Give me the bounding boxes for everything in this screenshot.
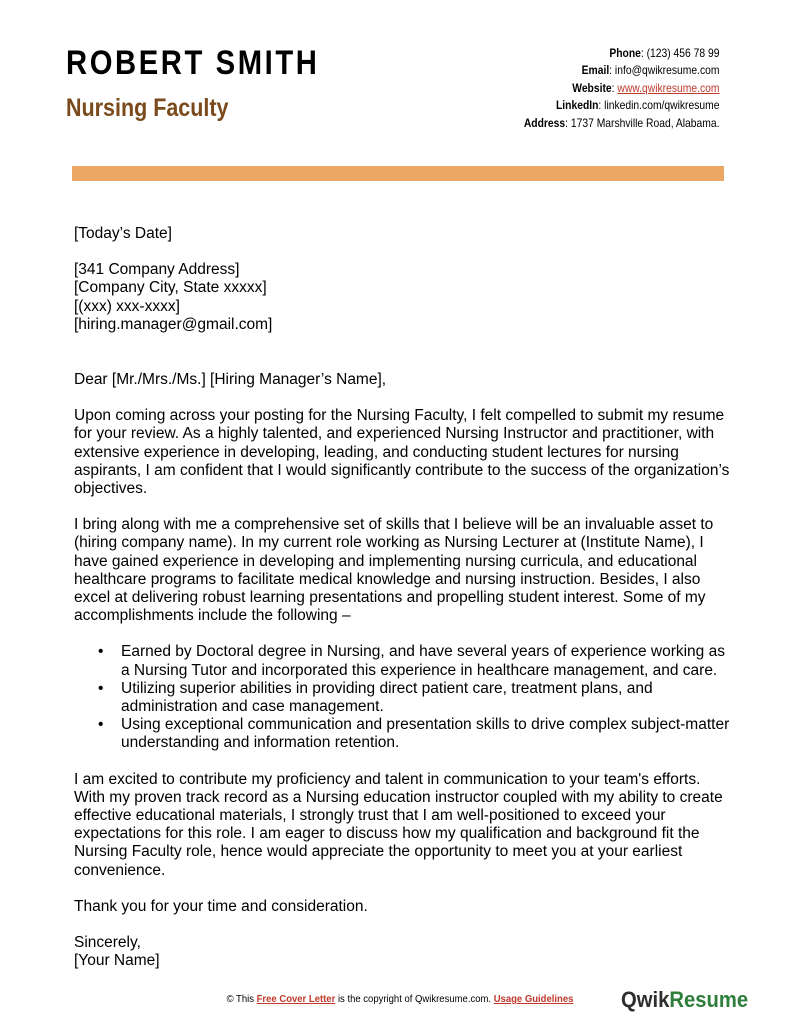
address-label: Address bbox=[523, 115, 565, 130]
footer-middle: is the copyright of Qwikresume.com. bbox=[337, 994, 492, 1005]
thank-you-line: Thank you for your time and consideration. bbox=[74, 897, 368, 915]
address-line: [(xxx) xxx-xxxx] bbox=[74, 297, 180, 315]
list-item bbox=[74, 680, 734, 716]
contact-email: Email: info@qwikresume.com bbox=[581, 63, 719, 78]
linkedin-label: LinkedIn bbox=[555, 98, 598, 113]
list-item-text: Using exceptional communication and presentation skills to drive complex subject-matter understanding and information retention. bbox=[121, 716, 730, 752]
logo-part-resume: Resume bbox=[669, 987, 749, 1012]
paragraph-skills: I bring along with me a comprehensive set of skills that I believe will be an invaluable asset to (hiring company name). In my current role working as Nursing Lecturer at (Institute Name), I have gained experience in developing and implementing nursing curricula, and educational healthcare programs to facilitate medical knowledge and nursing instruction. Besides, I also excel at delivering robust learning presentations and propelling student interest. Some of my accomplishments include the following – bbox=[74, 516, 714, 625]
recipient-address bbox=[74, 261, 734, 334]
signature-block bbox=[74, 934, 734, 970]
qwikresume-logo[interactable] bbox=[621, 987, 748, 1013]
free-cover-letter-link[interactable]: Free Cover Letter bbox=[256, 994, 336, 1005]
address-value: 1737 Marshville Road, Alabama. bbox=[570, 115, 719, 130]
list-item bbox=[74, 716, 734, 752]
letter-date: [Today’s Date] bbox=[74, 225, 172, 242]
list-item-text: Utilizing superior abilities in providing direct patient care, treatment plans, and administration and case management. bbox=[121, 679, 653, 716]
salutation: Dear [Mr./Mrs./Ms.] [Hiring Manager’s Name], bbox=[74, 371, 387, 389]
address-line: [341 Company Address] bbox=[74, 261, 240, 279]
phone-label: Phone bbox=[608, 46, 641, 60]
candidate-name: ROBERT SMITH bbox=[66, 44, 320, 82]
job-title: Nursing Faculty bbox=[66, 94, 229, 122]
email-value[interactable]: info@qwikresume.com bbox=[614, 63, 719, 78]
contact-block bbox=[523, 45, 719, 132]
list-item bbox=[74, 643, 734, 679]
address-line: [Company City, State xxxxx] bbox=[74, 279, 267, 297]
website-label: Website bbox=[571, 80, 612, 95]
phone-value: (123) 456 78 99 bbox=[646, 46, 719, 60]
letter-body bbox=[74, 225, 734, 989]
usage-guidelines-link[interactable]: Usage Guidelines bbox=[493, 994, 574, 1005]
contact-website: Website: www.qwikresume.com bbox=[571, 80, 719, 95]
contact-linkedin: LinkedIn: linkedin.com/qwikresume bbox=[555, 98, 719, 113]
email-label: Email bbox=[581, 63, 609, 78]
accomplishments-list bbox=[74, 643, 734, 752]
footer-prefix: © This bbox=[226, 994, 254, 1005]
website-link[interactable]: www.qwikresume.com bbox=[616, 80, 719, 95]
bullet-icon: • bbox=[98, 679, 104, 697]
contact-address: Address: 1737 Marshville Road, Alabama. bbox=[523, 115, 719, 130]
list-item-text: Earned by Doctoral degree in Nursing, and have several years of experience working as a Nursing Tutor and incorporated this experience in healthcare management, and care. bbox=[121, 643, 725, 679]
logo-part-qwik: Qwik bbox=[621, 987, 670, 1012]
address-line: [hiring.manager@gmail.com] bbox=[74, 315, 273, 333]
accent-divider bbox=[72, 166, 724, 181]
paragraph-intro: Upon coming across your posting for the Nursing Faculty, I felt compelled to submit my resume for your review. As a highly talented, and experienced Nursing Instructor and practitioner, with extensive experience in developing, leading, and conducting student lectures for nursing aspirants, I am confident that I would significantly contribute to the success of the organization’s objectives. bbox=[74, 407, 730, 498]
signature-name: [Your Name] bbox=[74, 952, 160, 970]
contact-phone: Phone: (123) 456 78 99 bbox=[608, 46, 719, 60]
sign-off: Sincerely, bbox=[74, 934, 141, 952]
paragraph-closing: I am excited to contribute my proficiency and talent in communication to your team's efforts. With my proven track record as a Nursing education instructor coupled with my ability to create effective educational materials, I strongly trust that I am well-positioned to exceed your expectations for this role. I am eager to discuss how my qualification and background fit the Nursing Faculty role, hence would appreciate the opportunity to meet you at your earliest convenience. bbox=[74, 770, 723, 879]
bullet-icon: • bbox=[98, 716, 104, 734]
bullet-icon: • bbox=[98, 643, 104, 661]
linkedin-value[interactable]: linkedin.com/qwikresume bbox=[603, 98, 719, 113]
